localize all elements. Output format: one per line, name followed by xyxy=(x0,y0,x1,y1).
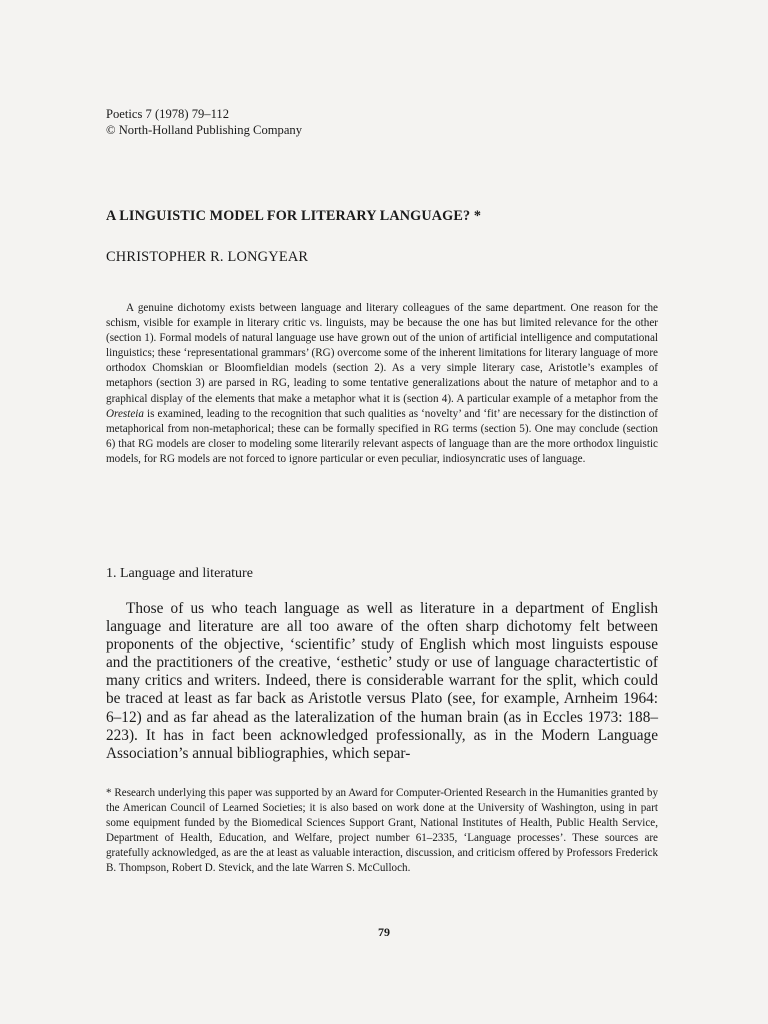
abstract-emphasis: Oresteia xyxy=(106,407,144,420)
footnote-text: * Research underlying this paper was supported by an Award for Computer-Oriented Research in the Humanities granted by the American Council of Learned Societies; it is also based on work done at the University of Washington, using in part some equipment funded by the Biomedical Sciences Support Grant, National Institutes of Health, Public Health Service, Department of Health, Education, and Welfare, project number 61–2335, ‘Language processes’. These sources are gratefully acknowledged, as are the at least as valuable interaction, discussion, and criticism offered by Professors Frederick B. Thompson, Robert D. Stevick, and the late Warren S. McCulloch. xyxy=(106,787,658,875)
journal-issue-line: Poetics 7 (1978) 79–112 xyxy=(106,107,230,121)
abstract-paragraph xyxy=(106,301,658,467)
section-heading: 1. Language and literature xyxy=(106,566,253,581)
page-number: 79 xyxy=(378,925,390,939)
abstract-text-part1: A genuine dichotomy exists between language and literary colleagues of the same department. One reason for the schism, visible for example in literary critic vs. linguists, may be because the one has but limited relevance for the other (section 1). Formal models of natural language use have grown out of the union of artificial intelligence and computational linguistics; these ‘representational grammars’ (RG) overcome some of the inherent limitations for literary language of more orthodox Chomskian or Bloomfieldian models (section 2). As a very simple literary case, Aristotle’s examples of metaphors (section 3) are parsed in RG, leading to some tentative generalizations about the nature of metaphor and to a graphical display of the elements that make a metaphor what it is (section 4). A particular example of a metaphor from the xyxy=(106,302,658,405)
publisher-line: © North-Holland Publishing Company xyxy=(106,123,303,137)
body-paragraph: Those of us who teach language as well as literature in a department of English language and literature are all too aware of the often sharp dichotomy felt between proponents of the objective, ‘scientific’ study of English which most linguists espouse and the practitioners of the creative, ‘esthetic’ study or use of language charactertistic of many critics and writers. Indeed, there is considerable warrant for the split, which could be traced at least as far back as Aristotle versus Plato (see, for example, Arnheim 1964: 6–12) and as far ahead as the lateralization of the human brain (as in Eccles 1973: 188–223). It has in fact been acknowledged professionally, as in the Modern Language Association’s annual bibliographies, which separ- xyxy=(106,600,658,762)
body-text xyxy=(106,600,658,763)
abstract-text-part2: is examined, leading to the recognition that such qualities as ‘novelty’ and ‘fit’ are necessary for the distinction of metaphorical from non-metaphorical; these can be formally specified in RG terms (section 5). One may conclude (section 6) that RG models are closer to modeling some literarily relevant aspects of language than are the more orthodox linguistic models, for RG models are not forced to ignore particular or even peculiar, indiosyncratic uses of language. xyxy=(106,407,658,465)
abstract xyxy=(106,301,658,467)
footnote xyxy=(106,786,658,877)
journal-citation xyxy=(106,106,302,138)
author-name: CHRISTOPHER R. LONGYEAR xyxy=(106,249,309,265)
article-title: A LINGUISTIC MODEL FOR LITERARY LANGUAGE? * xyxy=(106,208,482,224)
